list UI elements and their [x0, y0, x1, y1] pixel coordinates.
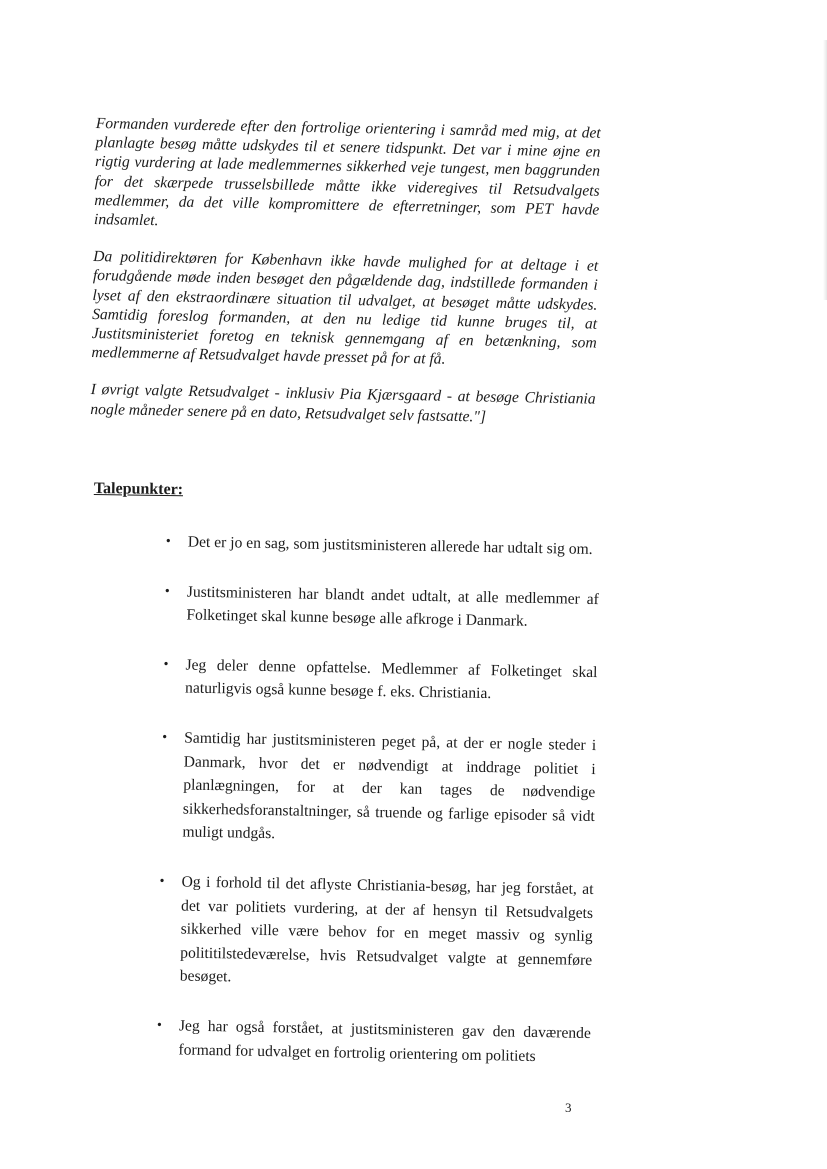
list-item [152, 870, 594, 996]
list-item [154, 726, 596, 852]
page-number: 3 [565, 1100, 572, 1115]
bullet-icon: • [162, 730, 168, 746]
quote-paragraph-2: Da politidirektøren for København ikke havde mulighed for at deltage i et forudgående møde inden besøget den pågældende dag, indstillede formanden i lyset af den ekstraordinære situation til udvalget, at besøget måtte udskydes. Samtidig foreslog formanden, at den nu ledige tid kunne bruges til, at Justitsministeriet foretog en teknisk gennemgang af en betænkning, som medlemmerne af Retsudvalget havde presset på for at få. [91, 248, 599, 368]
quote-paragraph-3: I øvrigt valgte Retsudvalget - inklusiv Pia Kjærsgaard - at besøge Christiania nogle måneder senere på en dato, Retsudvalget selv fastsatte."] [90, 381, 596, 426]
bullet-icon: • [159, 873, 165, 890]
quote-paragraph-1: Formanden vurderede efter den fortrolige orientering i samråd med mig, at det planlagte besøg måtte udskydes til et senere tidspunkt. Det var i mine øjne en rigtig vurdering at lade medlemmernes sikkerhed veje tungest, men baggrunden for det skærpede trusselsbillede måtte ikke videregives til Retsudvalgets medlemmer, da det ville kompromittere de efterretninger, som PET havde indsamlet. [93, 114, 601, 230]
bullet-icon: • [165, 534, 171, 550]
bullet-text: Jeg deler denne opfattelse. Medlemmer af Folketinget skal naturligvis også kunne besøge f. eks. Christiania. [184, 656, 598, 703]
section-heading: Talepunkter: [93, 480, 184, 499]
bullet-text: Det er jo en sag, som justitsministeren allerede har udtalt sig om. [187, 533, 593, 558]
bullet-icon: • [164, 583, 170, 599]
bullet-icon: • [156, 1017, 162, 1034]
quoted-passage [90, 114, 601, 446]
scan-edge-shadow [823, 40, 827, 300]
talking-points-list [150, 530, 600, 1095]
list-item [160, 530, 600, 562]
bullet-text: Jeg har også forstået, at justitsministeren gav den daværende formand for udvalget en fortrolig orientering om politiets [178, 1017, 592, 1065]
bullet-text: Samtidig har justitsministeren peget på, at der er nogle steder i Danmark, hvor det er nødvendigt at inddrage politiet i planlægningen, for at der kan tages de nødvendige sikkerhedsforanstaltninger, så truende og farlige episoder så vidt muligt undgås. [182, 729, 597, 843]
bullet-text: Og i forhold til det aflyste Christiania-besøg, har jeg forstået, at det var politiets vurdering, at der af hensyn til Retsudvalgets sikkerhed ville være behov for en meget massiv og synlig polititilstedeværelse, hvis Retsudvalget valgte at gennemføre besøget. [179, 873, 594, 986]
bullet-text: Justitsministeren har blandt andet udtalt, at alle medlemmer af Folketinget skal kunne besøge alle afkroge i Danmark. [186, 583, 599, 630]
list-item [158, 580, 599, 635]
list-item [157, 653, 598, 708]
list-item [150, 1014, 591, 1069]
bullet-icon: • [163, 656, 169, 672]
